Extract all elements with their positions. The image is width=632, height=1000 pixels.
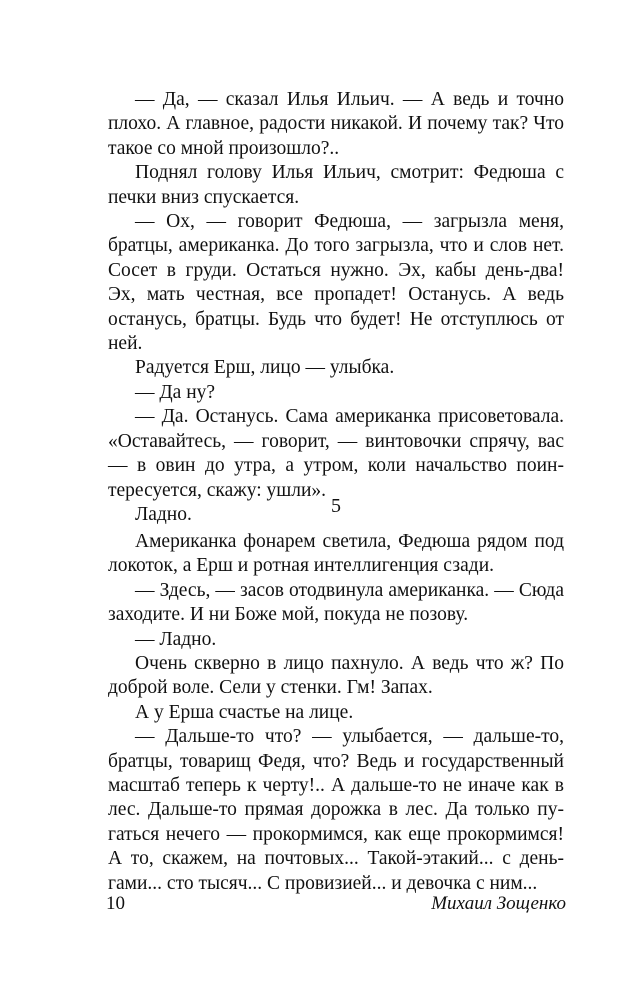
paragraph: А у Ерша счастье на лице. [135,701,354,723]
paragraph: Радуется Ерш, лицо — улыбка. [135,357,395,379]
chapter-number: 5 [331,495,341,517]
paragraph: — Ох, — говорит Федюша, — загрызла меня, братцы, американка. До того загрызла, что и слов нет. Сосет в груди. Остаться нужно. Эх, кабы день-два! Эх, мать честная, все пропадет! Останусь. А ведь останусь, братцы. Будь что будет! Не отступлюсь от ней. [108,211,564,355]
paragraph: — Да, — сказал Илья Ильич. — А ведь и точно плохо. А главное, радости никакой. И почему так? Что такое со мной произошло?.. [108,89,564,159]
paragraph: — Дальше-то что? — улыбается, — дальше-то, братцы, товарищ Федя, что? Ведь и государственный масштаб теперь к черту!.. А дальше-то не иначе как в лес. Дальше-то прямая дорожка в лес. Да только пугаться нечего — прокормимся, как еще прокормимся! А то, скажем, на почтовых... Такой-этакий... с деньгами... сто тысяч... С провизией... и девочка с ним... [108,726,564,894]
paragraph: — Ладно. [135,628,217,650]
paragraph: — Да. Останусь. Сама американка присоветовала. «Оставайтесь, — говорит, — винтовочки спрячу, вас — в овин до утра, а утром, коли начальство поинтересуется, скажу: ушли». [108,406,564,501]
paragraph: Американка фонарем светила, Федюша рядом под локоток, а Ерш и ротная интеллигенция сзади. [108,531,564,577]
running-footer-author: Михаил Зощенко [431,893,566,914]
text-section-b [108,530,564,896]
paragraph: Очень скверно в лицо пахнуло. А ведь что ж? По доброй воле. Сели у стенки. Гм! Запах. [108,653,564,699]
paragraph: — Здесь, — засов отодвинула американка. — Сюда заходите. И ни Боже мой, покуда не позову. [108,579,564,626]
page-number: 10 [106,893,125,914]
text-section-a [108,88,564,527]
paragraph: Ладно. [135,503,192,525]
paragraph: — Да ну? [135,381,216,403]
paragraph: Поднял голову Илья Ильич, смотрит: Федюша с печки вниз спускается. [108,162,564,208]
